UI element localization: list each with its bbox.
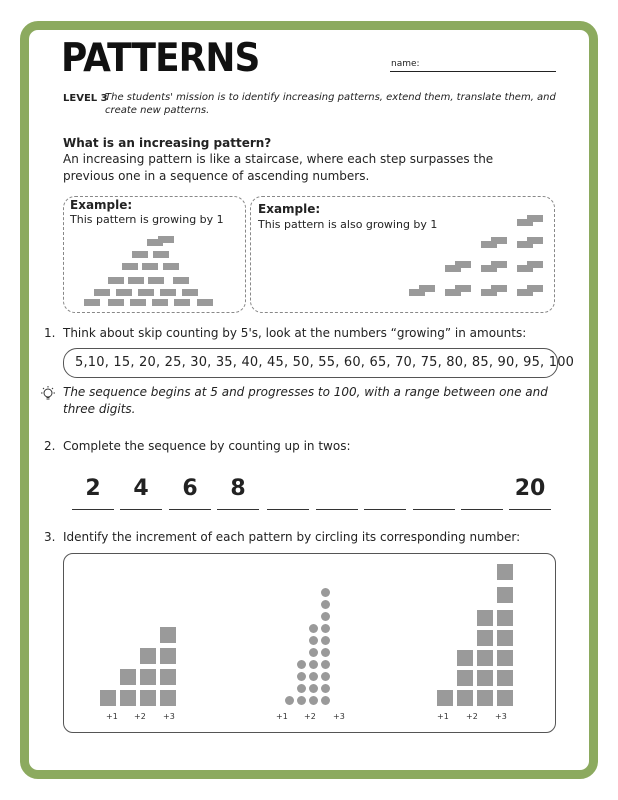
option-plus-2[interactable]: +2 — [304, 712, 316, 721]
mission-text: The students' mission is to identify increasing patterns, extend them, translate them, and create new patterns. — [105, 92, 556, 116]
option-plus-1[interactable]: +1 — [437, 712, 449, 721]
example-box-2 — [250, 196, 555, 313]
brick-pyramid-icon — [64, 197, 247, 314]
example-text: This pattern is growing by 1 — [70, 213, 224, 226]
page-title: PATTERNS — [61, 36, 260, 81]
answer-blank[interactable] — [267, 475, 309, 510]
name-field-line[interactable] — [390, 71, 556, 72]
example-box-1 — [63, 196, 246, 313]
sequence-cell: 8 — [217, 475, 259, 510]
example-text: This pattern is also growing by 1 — [258, 218, 438, 231]
sequence-cell: 20 — [509, 475, 551, 510]
answer-blank[interactable] — [413, 475, 455, 510]
intro-answer: An increasing pattern is like a staircase, where each step surpasses the previous one in a sequence of ascending numbers. — [63, 152, 494, 183]
option-plus-1[interactable]: +1 — [276, 712, 288, 721]
sequence-cell: 4 — [120, 475, 162, 510]
brick-staircase-icon — [251, 197, 556, 314]
hint-text: The sequence begins at 5 and progresses to 100, with a range between one and three digits. — [63, 385, 548, 416]
exercise-3-prompt: Identify the increment of each pattern by circling its corresponding number: — [63, 530, 521, 544]
lightbulb-icon — [39, 385, 57, 403]
answer-blank[interactable] — [364, 475, 406, 510]
option-plus-3[interactable]: +3 — [163, 712, 175, 721]
level-label: LEVEL 3 — [63, 93, 108, 104]
name-label: name: — [391, 59, 420, 69]
skip-count-sequence: 5,10, 15, 20, 25, 30, 35, 40, 45, 50, 55, 60, 65, 70, 75, 80, 85, 90, 95, 100 — [75, 355, 575, 370]
option-plus-1[interactable]: +1 — [106, 712, 118, 721]
option-plus-3[interactable]: +3 — [333, 712, 345, 721]
sequence-cell: 6 — [169, 475, 211, 510]
option-plus-3[interactable]: +3 — [495, 712, 507, 721]
intro-question: What is an increasing pattern? — [63, 136, 272, 150]
exercise-1-number: 1. — [44, 326, 56, 340]
example-title: Example: — [70, 198, 133, 212]
exercise-2-number: 2. — [44, 439, 56, 453]
example-title: Example: — [258, 202, 321, 216]
option-plus-2[interactable]: +2 — [466, 712, 478, 721]
sequence-cell: 2 — [72, 475, 114, 510]
answer-blank[interactable] — [316, 475, 358, 510]
exercise-2-prompt: Complete the sequence by counting up in twos: — [63, 439, 351, 453]
exercise-3-number: 3. — [44, 530, 56, 544]
option-plus-2[interactable]: +2 — [134, 712, 146, 721]
exercise-1-prompt: Think about skip counting by 5's, look at the numbers “growing” in amounts: — [63, 326, 527, 340]
answer-blank[interactable] — [461, 475, 503, 510]
